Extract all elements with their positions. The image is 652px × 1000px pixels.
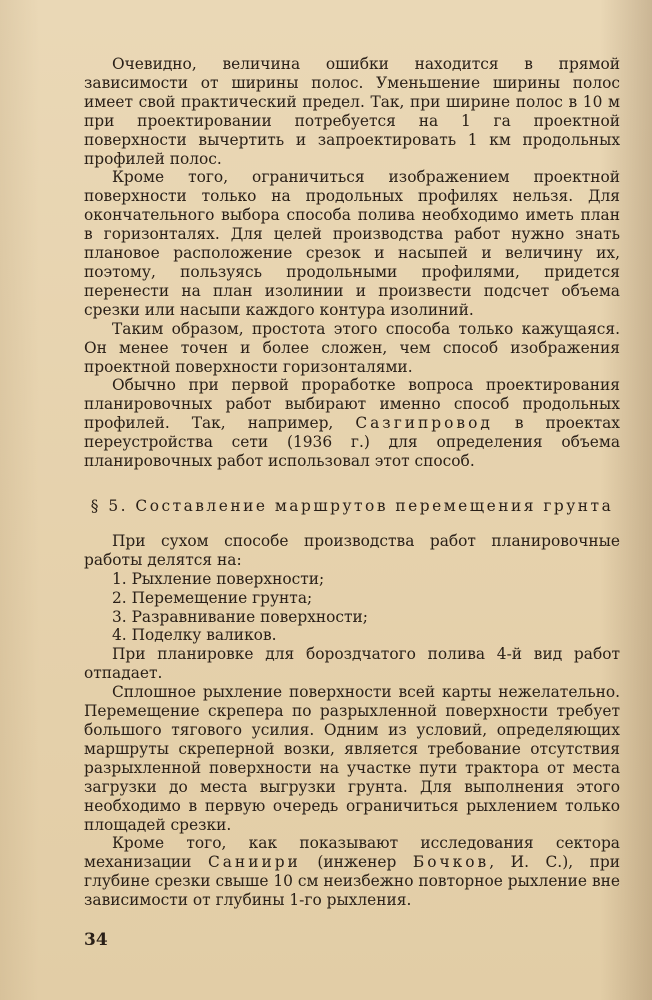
section-heading: § 5. Составление маршрутов перемещения грунта [90,496,614,515]
paragraph-furrow: При планировке для бороздчатого полива 4-й вид работ отпадает. [84,645,620,683]
list-item: 4. Поделку валиков. [112,626,277,645]
org-sazgiprovod: Сазгипровод [355,414,493,433]
paragraph-intro: При сухом способе производства работ планировочные работы делятся на: [84,531,620,569]
page-number: 34 [84,930,108,950]
paragraph-sazgiprovod: Обычно при первой проработке вопроса проектирования планировочных работ выбирают именно способ продольных профилей. Так, например, Сазгипровод в проектах переустройства сети (1936 г.) для определения объема планировочных работ использовал этот способ. [84,376,620,471]
paragraph-horizontals: Кроме того, ограничиться изображением проектной поверхности только на продольных профилях нельзя. Для окончательного выбора способа полива необходимо иметь план в горизонталях. Для целей производства работ нужно знать плановое расположение срезок и насыпей и величину их, поэтому, пользуясь продольными профилями, придется перенести на план изолинии и произвести подсчет объема срезки или насыпи каждого контура изолиний. [84,168,620,319]
person-bochkov: Бочков [412,853,490,872]
paragraph-simplicity: Таким образом, простота этого способа только кажущаяся. Он менее точен и более сложен, чем способ изображения проектной поверхности горизонталями. [84,319,620,376]
list-item: 2. Перемещение грунта; [112,588,313,607]
page-text [84,55,620,910]
paragraph-error-width: Очевидно, величина ошибки находится в прямой зависимости от ширины полос. Уменьшение ширины полос имеет свой практический предел. Так, при ширине полос в 10 м при проектировании потребуется на 1 га проектной поверхности вычертить и запроектировать 1 км продольных профилей полос. [84,55,620,168]
list-item: 1. Рыхление поверхности; [112,569,325,588]
org-saniiri: Саниири [207,853,301,872]
paragraph-loosening: Сплошное рыхление поверхности всей карты нежелательно. Перемещение скрепера по разрыхленной поверхности требует большого тягового усилия. Одним из условий, определяющих маршруты скреперной возки, является требование отсутствия разрыхленной поверхности на участке пути трактора от места загрузки до места выгрузки грунта. Для выполнения этого необходимо в первую очередь ограничиться рыхлением только площадей срезки. [84,683,620,834]
list-item: 3. Разравнивание поверхности; [112,607,368,626]
paragraph-saniiri: Кроме того, как показывают исследования сектора механизации Саниири (инженер Бочков, И. С.), при глубине срезки свыше 10 см неизбежно повторное рыхление вне зависимости от глубины 1-го рыхления. [84,834,620,910]
works-list [84,570,620,646]
